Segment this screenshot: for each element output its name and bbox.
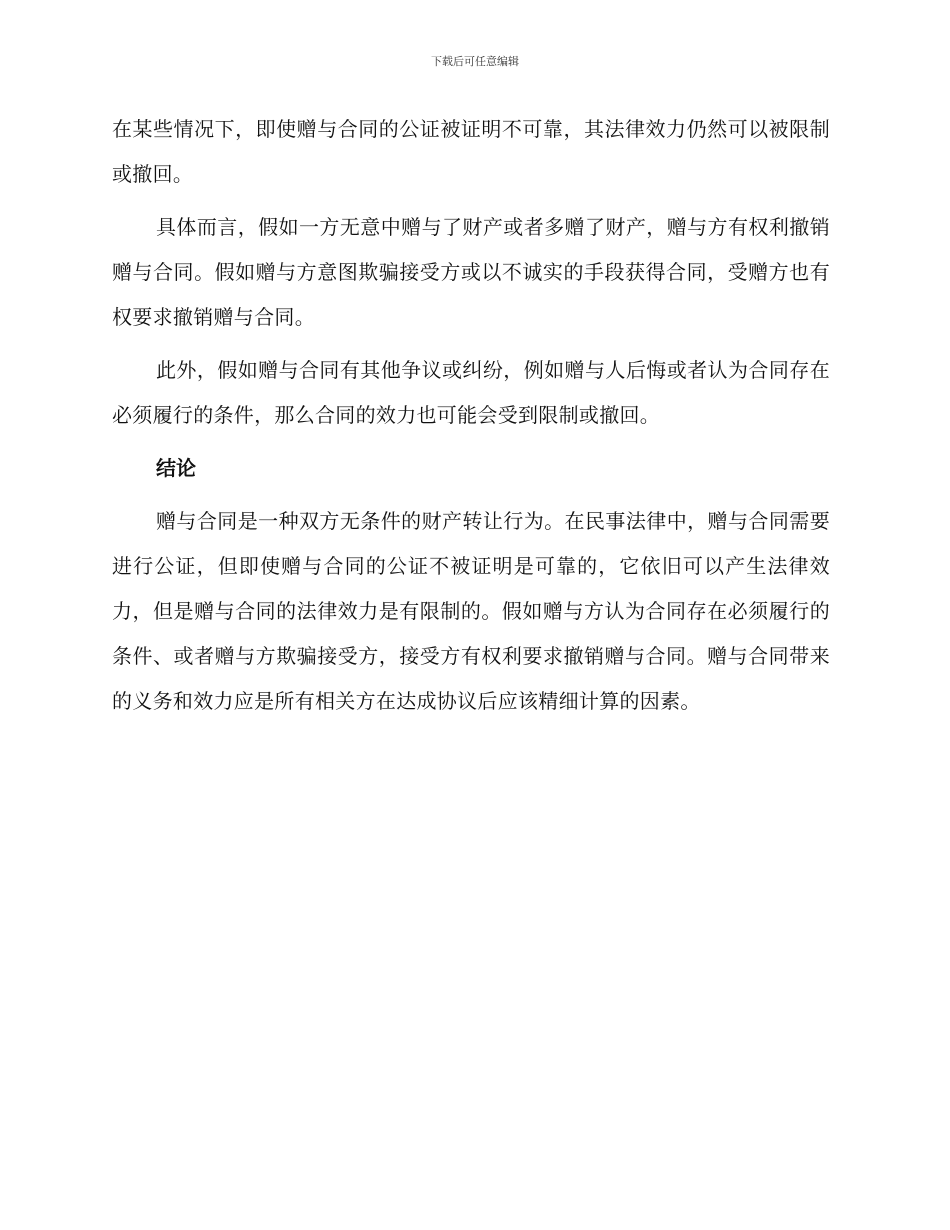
- document-body: [112, 107, 830, 732]
- conclusion-heading: 结论: [156, 456, 196, 480]
- paragraph-continued: 在某些情况下，即使赠与合同的公证被证明不可靠，其法律效力仍然可以被限制或撤回。: [112, 117, 830, 186]
- paragraph-conclusion: 赠与合同是一种双方无条件的财产转让行为。在民事法律中，赠与合同需要进行公证，但即使赠与合同的公证不被证明是可靠的，它依旧可以产生法律效力，但是赠与合同的法律效力是有限制的。假如赠与方认为合同存在必须履行的条件、或者赠与方欺骗接受方，接受方有权利要求撤销赠与合同。赠与合同带来的义务和效力应是所有相关方在达成协议后应该精细计算的因素。: [112, 509, 830, 713]
- page-header: 下载后可任意编辑: [431, 55, 519, 68]
- paragraph-revocation-rights: 具体而言，假如一方无意中赠与了财产或者多赠了财产，赠与方有权利撤销赠与合同。假如赠与方意图欺骗接受方或以不诚实的手段获得合同，受赠方也有权要求撤销赠与合同。: [112, 215, 830, 329]
- paragraph-disputes: 此外，假如赠与合同有其他争议或纠纷，例如赠与人后悔或者认为合同存在必须履行的条件，那么合同的效力也可能会受到限制或撤回。: [112, 358, 830, 427]
